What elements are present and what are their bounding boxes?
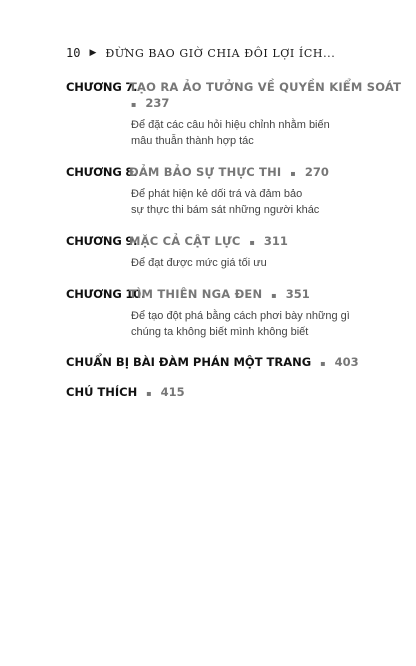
chapter-description (66, 308, 366, 340)
description-line: sự thực thi bám sát những người khác (131, 204, 320, 216)
chapter-heading (66, 286, 366, 304)
chapter-label: CHƯƠNG 8. (66, 165, 138, 179)
toc-entry-chapter-8 (66, 164, 366, 218)
page-number: 10 (66, 46, 81, 60)
chapter-title: TÌM THIÊN NGA ĐEN (129, 287, 263, 301)
section-title: CHÚ THÍCH (66, 385, 138, 399)
chapter-description (66, 186, 366, 218)
description-line: Để đặt các câu hỏi hiệu chỉnh nhằm biến (131, 119, 330, 131)
chapter-page-number: 311 (263, 234, 288, 248)
section-page-number: 403 (334, 355, 359, 369)
toc-entry-notes (66, 384, 366, 402)
chapter-title: TẠO RA ẢO TƯỞNG VỀ QUYỀN KIỂM SOÁT (129, 80, 402, 94)
chapter-label: CHƯƠNG 7. (66, 80, 138, 94)
chapter-label: CHƯƠNG 10. (66, 287, 146, 301)
toc-entry-chapter-10 (66, 286, 366, 340)
chapter-page-number: 351 (285, 287, 310, 301)
bullet-separator-icon: ▪ (146, 389, 152, 398)
chapter-heading (66, 79, 402, 95)
chapter-description (66, 117, 366, 149)
toc-entry-chapter-7 (66, 79, 402, 149)
description-line: mâu thuẫn thành hợp tác (131, 135, 254, 147)
table-of-contents (66, 79, 402, 402)
chapter-description (66, 255, 366, 271)
section-title: CHUẨN BỊ BÀI ĐÀM PHÁN MỘT TRANG (66, 355, 312, 369)
chapter-page-line (66, 95, 366, 113)
chapter-page-number: 237 (145, 96, 170, 110)
description-line: Để đạt được mức giá tối ưu (131, 257, 267, 269)
bullet-separator-icon: ▪ (131, 100, 137, 109)
book-title: ĐỪNG BAO GIỜ CHIA ĐÔI LỢI ÍCH... (105, 46, 336, 60)
arrow-icon: ▶ (89, 48, 97, 58)
bullet-separator-icon: ▪ (320, 359, 326, 368)
bullet-separator-icon: ▪ (271, 291, 277, 300)
chapter-title: MẶC CẢ CẬT LỰC (129, 234, 241, 248)
bullet-separator-icon: ▪ (290, 169, 296, 178)
chapter-heading (66, 233, 366, 251)
chapter-page-number: 270 (304, 165, 329, 179)
description-line: Để phát hiện kẻ dối trá và đảm bảo (131, 188, 303, 200)
chapter-title: ĐẢM BẢO SỰ THỰC THI (129, 165, 282, 179)
running-header (66, 46, 335, 60)
bullet-separator-icon: ▪ (249, 238, 255, 247)
toc-entry-chapter-9 (66, 233, 366, 271)
toc-entry-one-sheet-prep (66, 354, 366, 372)
chapter-label: CHƯƠNG 9. (66, 234, 138, 248)
description-line: Để tạo đột phá bằng cách phơi bày những gì (131, 310, 350, 322)
chapter-heading (66, 164, 366, 182)
section-page-number: 415 (160, 385, 185, 399)
description-line: chúng ta không biết mình không biết (131, 326, 309, 338)
